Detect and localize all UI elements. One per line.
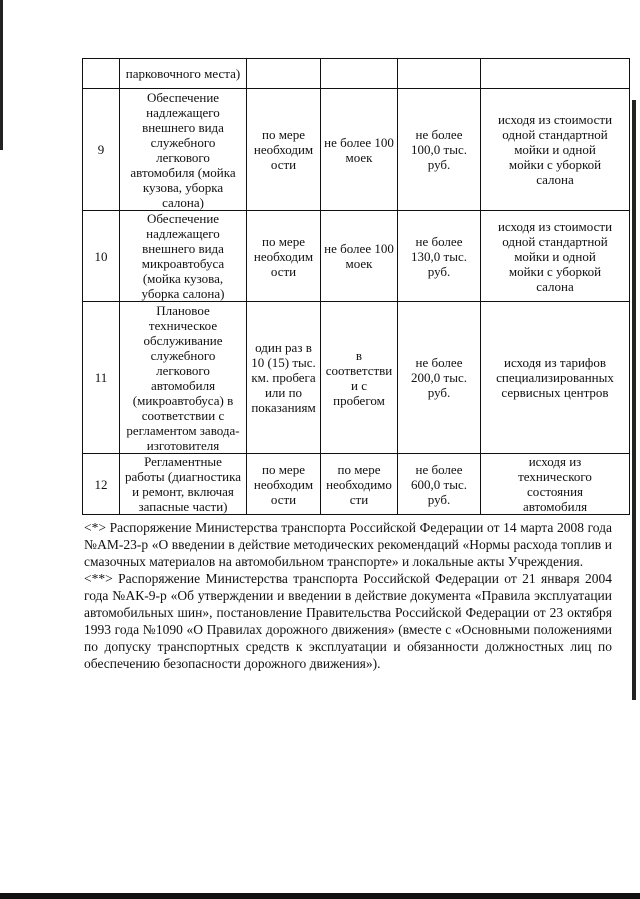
- scan-edge-right: [632, 100, 636, 700]
- service-name-cell: [120, 454, 247, 515]
- row-number-cell: [83, 211, 120, 302]
- services-table: [82, 58, 630, 515]
- service-name: Плановое техническое обслуживание служебного легкового автомобиля (микроавтобуса) в соответствии с регламентом завода- изготовителя: [126, 302, 240, 453]
- footnote-tire-rules: <**> Распоряжение Министерства транспорта Российской Федерации от 21 января 2004 года №АК-9-р «Об утверждении и введении в действие документа «Правила эксплуатации автомобильных шин», постановление Правительства Российской Федерации от 23 октября 1993 года №1090 «О Правилах дорожного движения» (вместе с «Основными положениями по допуску транспортных средств к эксплуатации и обязанности должностных лиц по обеспечению безопасности дорожного движения»).: [84, 571, 612, 671]
- service-name-cell: [120, 211, 247, 302]
- frequency: по мере необходим ости: [253, 461, 314, 507]
- row-number: 11: [94, 370, 108, 385]
- quantity-cell: [321, 59, 398, 89]
- basis: исходя из тарифов специализированных сервисных центров: [496, 355, 614, 400]
- scan-edge-bottom: [0, 893, 640, 899]
- quantity-cell: [321, 211, 398, 302]
- frequency-cell: [247, 59, 321, 89]
- service-name: Обеспечение надлежащего внешнего вида служебного легкового автомобиля (мойка кузова, уборка салона): [130, 89, 236, 210]
- price-cell: [398, 59, 481, 89]
- quantity: не более 100 моек: [324, 134, 394, 165]
- price: не более 600,0 тыс. руб.: [411, 461, 467, 507]
- frequency: по мере необходим ости: [253, 233, 314, 279]
- basis-cell: [481, 454, 630, 515]
- service-name: Обеспечение надлежащего внешнего вида микроавтобуса (мойка кузова, уборка салона): [141, 211, 225, 301]
- row-number: 9: [97, 142, 105, 157]
- price: не более 200,0 тыс. руб.: [411, 355, 467, 400]
- price-cell: [398, 302, 481, 454]
- price-cell: [398, 454, 481, 515]
- service-name-cell: [120, 302, 247, 454]
- basis: исходя из технического состояния автомобиля: [518, 454, 592, 514]
- table-row: [83, 89, 630, 211]
- basis-cell: [481, 59, 630, 89]
- price: не более 130,0 тыс. руб.: [411, 233, 467, 279]
- price-cell: [398, 211, 481, 302]
- quantity: по мере необходимо сти: [326, 461, 392, 507]
- service-name: Регламентные работы (диагностика и ремонт, включая запасные части): [125, 454, 241, 514]
- basis-cell: [481, 302, 630, 454]
- service-name-cell: [120, 89, 247, 211]
- basis-cell: [481, 211, 630, 302]
- table-row: [83, 302, 630, 454]
- frequency-cell: [247, 454, 321, 515]
- frequency-cell: [247, 302, 321, 454]
- basis-cell: [481, 89, 630, 211]
- table-row: [83, 59, 630, 89]
- quantity-cell: [321, 302, 398, 454]
- quantity: в соответстви и с пробегом: [325, 347, 393, 408]
- quantity: не более 100 моек: [324, 241, 394, 271]
- table-row: [83, 211, 630, 302]
- basis: исходя из стоимости одной стандартной мойки и одной мойки с уборкой салона: [497, 112, 613, 187]
- row-number-cell: [83, 454, 120, 515]
- footnotes: [84, 519, 612, 672]
- frequency-cell: [247, 89, 321, 211]
- row-number: 10: [94, 248, 108, 264]
- price-cell: [398, 89, 481, 211]
- footnote-fuel-norms: <*> Распоряжение Министерства транспорта Российской Федерации от 14 марта 2008 года №АМ-23-р «О введении в действие методических рекомендаций «Нормы расхода топлив и смазочных материалов на автомобильном транспорте» и локальные акты Учреждения.: [84, 520, 612, 569]
- service-name: парковочного места): [125, 66, 241, 81]
- basis: исходя из стоимости одной стандартной мойки и одной мойки с уборкой салона: [497, 218, 613, 294]
- price: не более 100,0 тыс. руб.: [411, 127, 467, 172]
- frequency: один раз в 10 (15) тыс. км. пробега или по показаниям: [251, 340, 316, 415]
- frequency-cell: [247, 211, 321, 302]
- service-name-cell: [120, 59, 247, 89]
- quantity-cell: [321, 454, 398, 515]
- table-row: [83, 454, 630, 515]
- row-number-cell: [83, 89, 120, 211]
- row-number: 12: [94, 476, 108, 492]
- row-number-cell: [83, 59, 120, 89]
- scan-edge-left: [0, 0, 3, 150]
- frequency: по мере необходим ости: [253, 127, 314, 172]
- quantity-cell: [321, 89, 398, 211]
- row-number-cell: [83, 302, 120, 454]
